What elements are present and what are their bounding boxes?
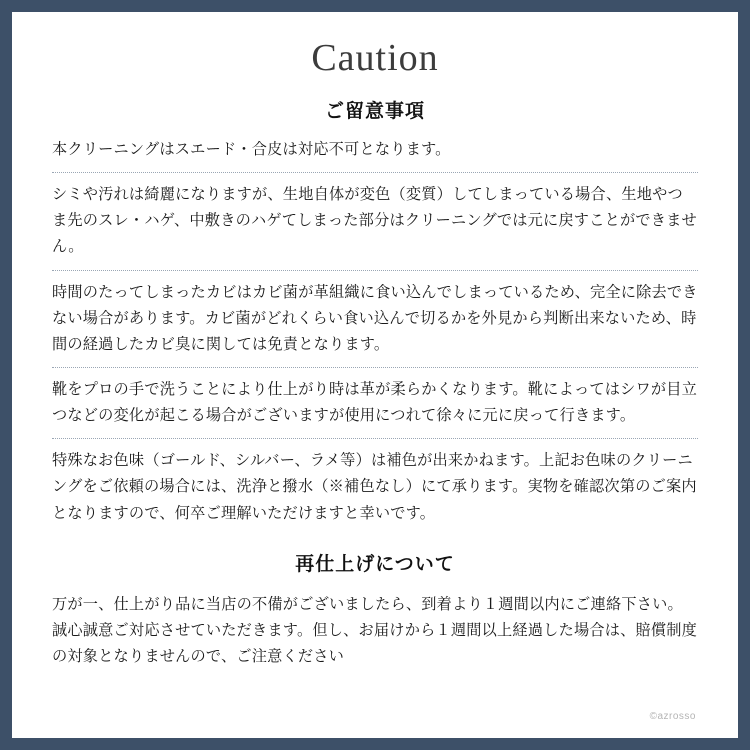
divider [52, 172, 698, 173]
divider [52, 367, 698, 368]
section-heading-refinish: 再仕上げについて [295, 553, 455, 575]
note-block-5 [52, 448, 698, 526]
divider [52, 270, 698, 271]
refinish-text: 万が一、仕上がり品に当店の不備がございましたら、到着より１週間以内にご連絡下さい。誠心誠意ご対応させていただきます。但し、お届けから１週間以上経過した場合は、賠償制度の対象となりませんので、ご注意ください [52, 595, 698, 665]
note-block-4 [52, 377, 698, 438]
note-block-2 [52, 182, 698, 269]
copyright-footer: ©azrosso [649, 711, 696, 722]
note-text: 時間のたってしまったカビはカビ菌が革組織に食い込んでしまっているため、完全に除去できない場合があります。カビ菌がどれくらい食い込んで切るかを外見から判断出来ないため、時間の経過したカビ臭に関しては免責となります。 [52, 283, 698, 353]
divider [52, 438, 698, 439]
note-text: 靴をプロの手で洗うことにより仕上がり時は革が柔らかくなります。靴によってはシワが目立つなどの変化が起こる場合がございますが使用につれて徐々に元に戻って行きます。 [52, 380, 698, 425]
page-title: Caution [311, 37, 439, 79]
section-heading-notes: ご留意事項 [324, 101, 425, 122]
note-text: シミや汚れは綺麗になりますが、生地自体が変色（変質）してしまっている場合、生地やつま先のスレ・ハゲ、中敷きのハゲてしまった部分はクリーニングでは元に戻すことができません。 [52, 186, 697, 256]
note-block-3 [52, 280, 698, 367]
caution-card [12, 12, 738, 738]
note-text: 特殊なお色味（ゴールド、シルバー、ラメ等）は補色が出来かねます。上記お色味のクリーニングをご依頼の場合には、洗浄と撥水（※補色なし）にて承ります。実物を確認次第のご案内となりますので、何卒ご理解いただけますと幸いです。 [52, 452, 697, 522]
note-text: 本クリーニングはスエード・合皮は対応不可となります。 [52, 141, 451, 158]
note-block-1 [52, 137, 698, 172]
refinish-block-1 [52, 592, 698, 670]
